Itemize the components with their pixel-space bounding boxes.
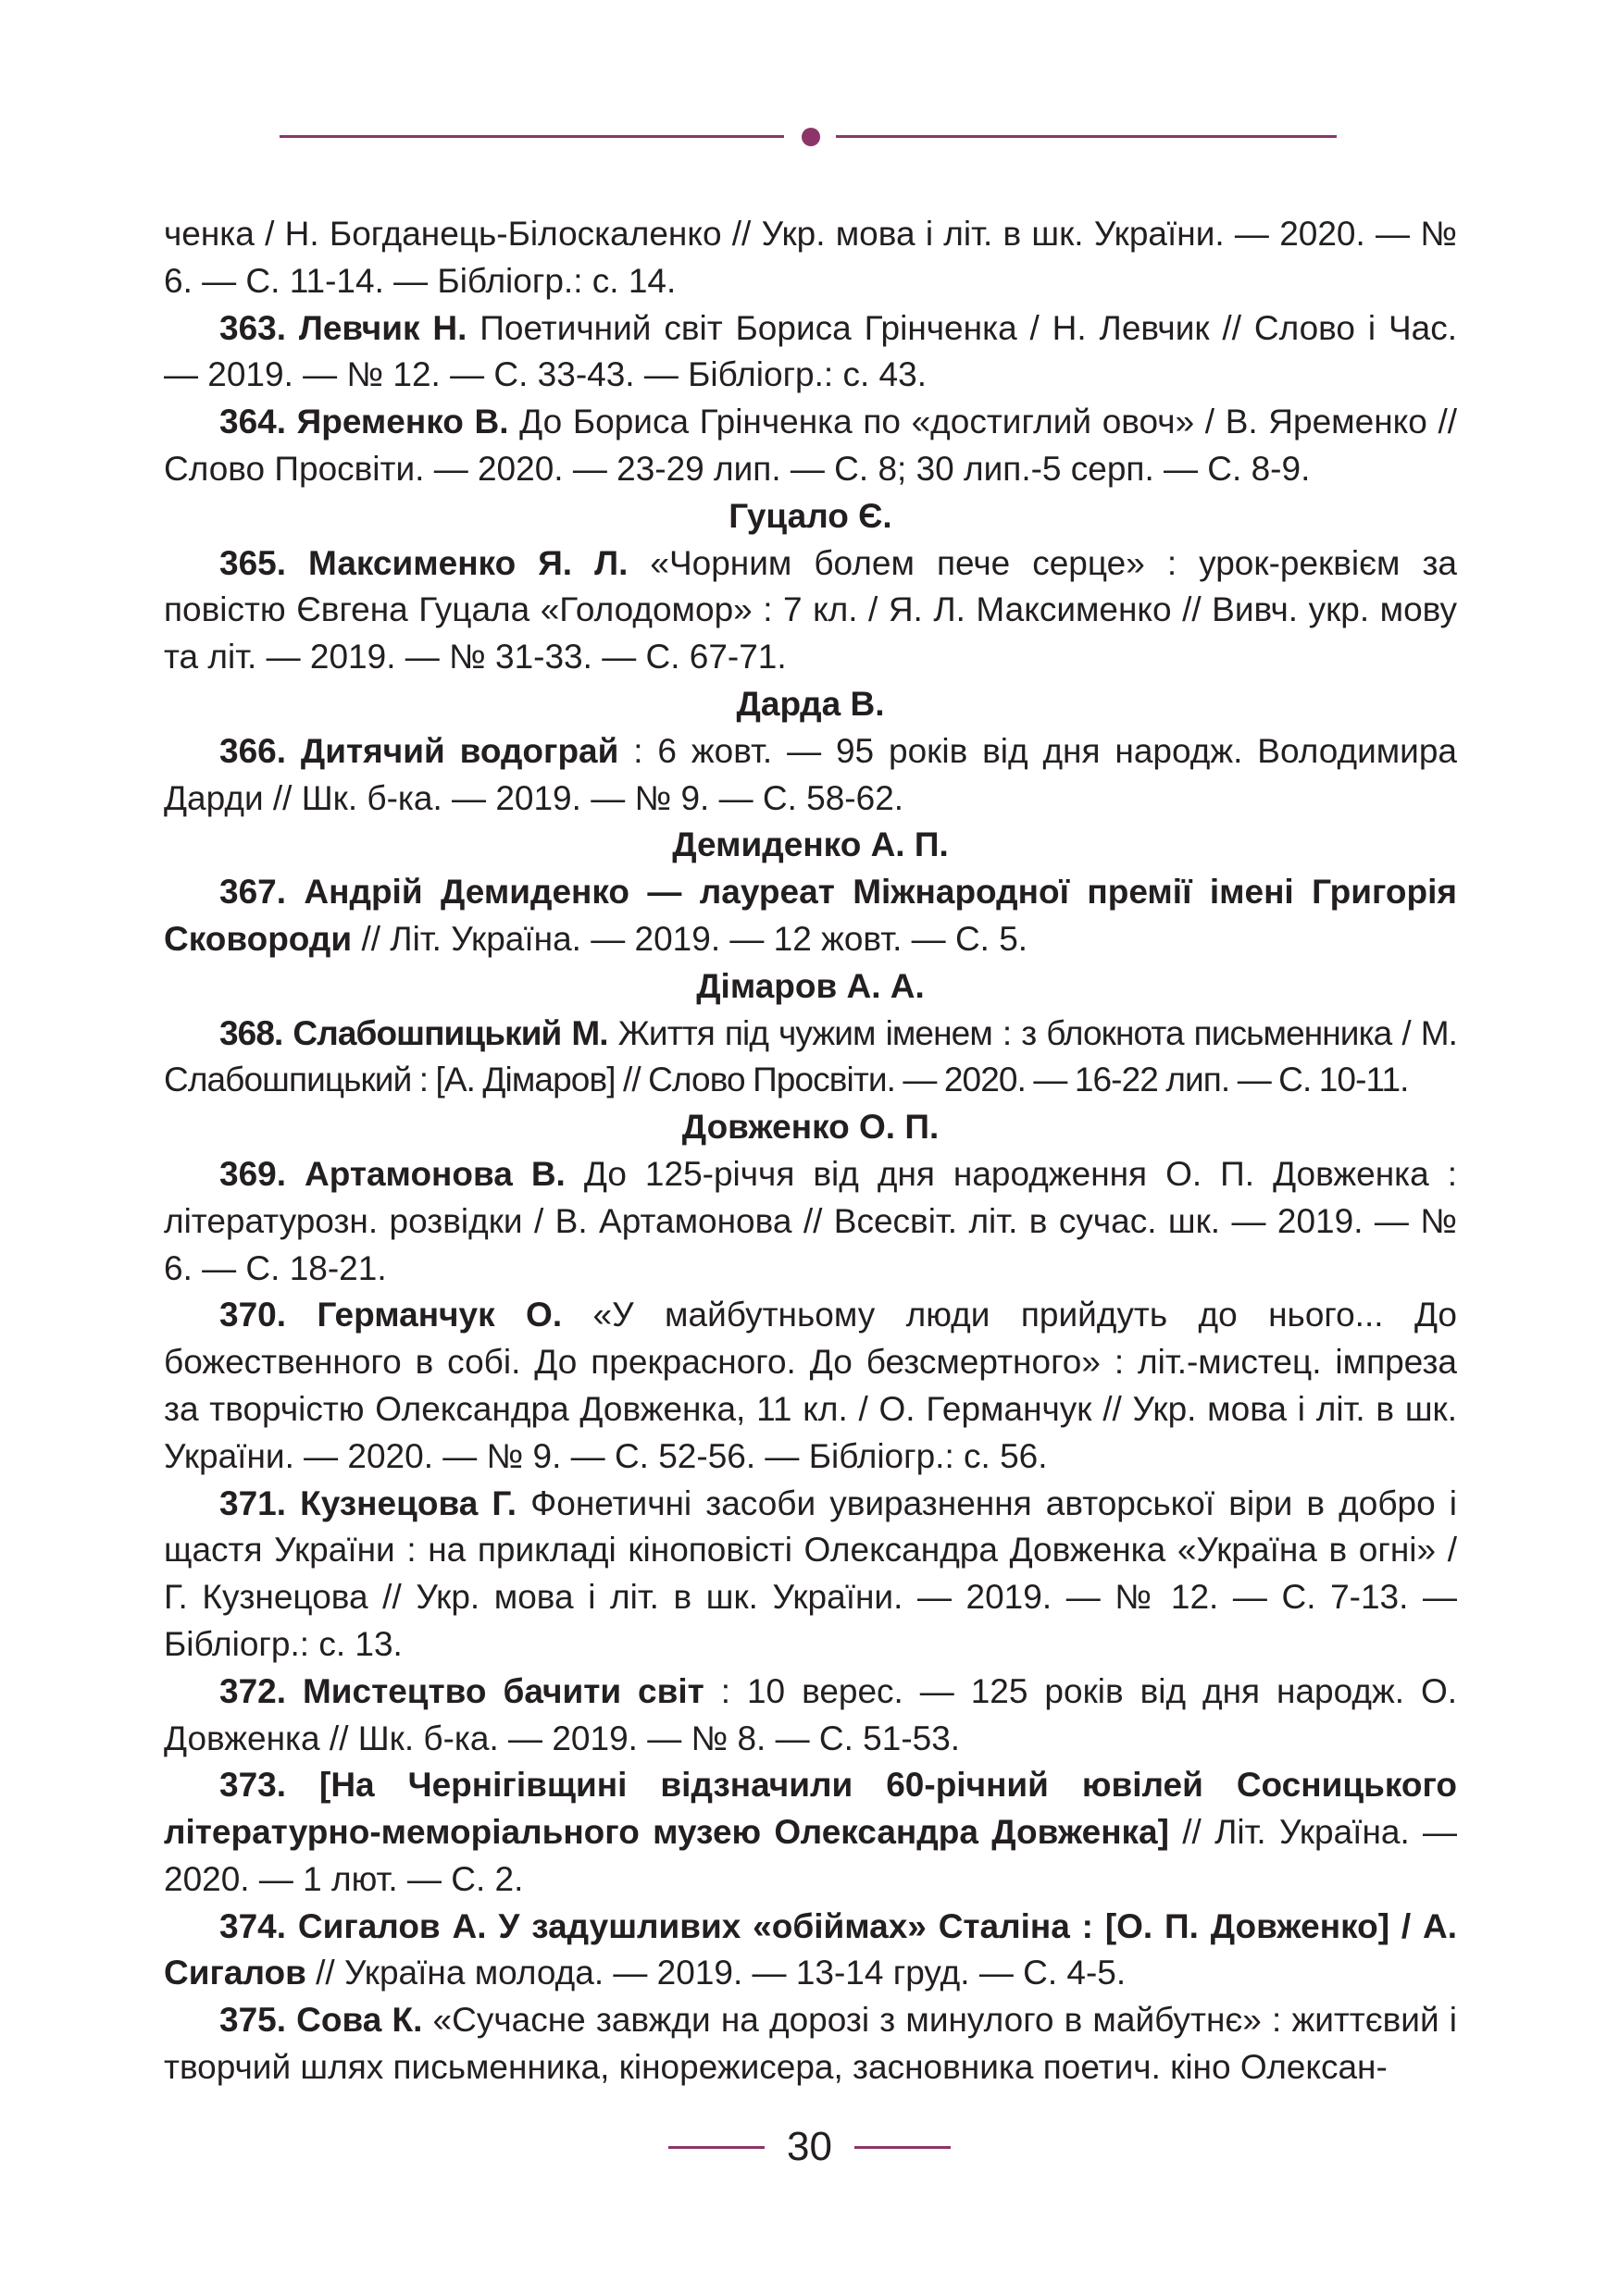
ornament-line-left [280, 135, 784, 138]
entry-author: 375. Сова К. [219, 2001, 423, 2040]
entry-text: Життя під чужим іменем : з блокнота письменника / М. Слабошпицький : [А. Дімаров] // Слово Просвіти. — 2020. — 16-22 лип. — С. 10-11. [164, 1013, 1458, 1099]
entry-text: Фонетичні засоби увиразнення авторської віри в добро і щастя України : на прикладі кіноповісті Олександра Довженка «Україна в огні» / Г. Кузнецова // Укр. мова і літ. в шк. України. — 2019. — № 12. — С. 7-13. — Бібліогр.: с. 13. [164, 1483, 1458, 1663]
entry-text: : 10 верес. — 125 років від дня народж. О. Довженка // Шк. б-ка. — 2019. — № 8. — С. 51-53. [164, 1671, 1458, 1757]
entry-author: 368. Слабошпицький М. [219, 1013, 608, 1052]
section-heading: Гуцало Є. [729, 496, 892, 535]
bibliography-entry-371 [164, 1481, 1457, 1669]
entry-text: До Бориса Грінченка по «достиглий овоч» / В. Яременко // Слово Просвіти. — 2020. — 23-29 лип. — С. 8; 30 лип.-5 серп. — С. 8-9. [164, 403, 1458, 488]
entry-author: 371. Кузнецова Г. [219, 1483, 517, 1522]
entry-author: 370. Германчук О. [219, 1296, 563, 1334]
section-heading: Довженко О. П. [681, 1108, 940, 1147]
entry-text: : 6 жовт. — 95 років від дня народж. Володимира Дарди // Шк. б-ка. — 2019. — № 9. — С. 58-62. [164, 731, 1457, 817]
bibliography-content [164, 211, 1457, 2091]
entry-continuation: ченка / Н. Богданець-Білоскаленко // Укр. мова і літ. в шк. України. — 2020. — № 6. — С. 11-14. — Бібліогр.: с. 14. [164, 215, 1457, 300]
bibliography-entry-373 [164, 1762, 1457, 1903]
entry-author: 374. Сигалов А. У задушливих «обіймах» Сталіна : [О. П. Довженко] / А. Сигалов [164, 1906, 1457, 1992]
ornament-dot [802, 128, 820, 146]
top-ornament [280, 128, 1337, 146]
section-heading: Дарда В. [736, 684, 885, 723]
bibliography-entry-372 [164, 1669, 1457, 1763]
section-heading: Демиденко А. П. [672, 825, 949, 864]
entry-author: 363. Левчик Н. [219, 308, 467, 347]
entry-title: 373. [На Чернігівщині відзначили 60-річний ювілей Сосницького літературно-меморіального музею Олександра Довженка] [164, 1766, 1457, 1852]
entry-text: Поетичний світ Бориса Грінченка / Н. Левчик // Слово і Час. — 2019. — № 12. — С. 33-43. — Бібліогр.: с. 43. [164, 308, 1457, 394]
entry-text: // Літ. Україна. — 2020. — 1 лют. — С. 2. [164, 1813, 1458, 1898]
bibliography-entry-370 [164, 1292, 1457, 1480]
footer-line-left [668, 2146, 765, 2149]
bibliography-entry-363 [164, 305, 1457, 400]
bibliography-entry-369 [164, 1151, 1457, 1292]
page-number: 30 [787, 2124, 832, 2169]
entry-author: 369. Артамонова В. [219, 1154, 566, 1193]
entry-text: // Літ. Україна. — 2019. — 12 жовт. — С. 5. [352, 919, 1028, 958]
bibliography-entry-364 [164, 399, 1457, 493]
entry-text: «У майбутньому люди прийдуть до нього... До божественного в собі. До прекрасного. До безсмертного» : літ.-мистец. імпреза за творчістю Олександра Довженка, 11 кл. / О. Германчук // Укр. мова і літ. в шк. України. — 2020. — № 9. — С. 52-56. — Бібліогр.: с. 56. [164, 1296, 1457, 1475]
bibliography-entry-367 [164, 869, 1457, 963]
entry-title: 367. Андрій Демиденко — лауреат Міжнародної премії імені Григорія Сковороди [164, 873, 1457, 958]
bibliography-entry-374 [164, 1904, 1457, 1998]
bibliography-entry-368 [164, 1011, 1457, 1105]
ornament-line-right [836, 135, 1337, 138]
entry-text: // Україна молода. — 2019. — 13-14 груд. — С. 4-5. [305, 1954, 1127, 1992]
entry-text: До 125-річчя від дня народження О. П. Довженка : літературозн. розвідки / В. Артамонова // Всесвіт. літ. в сучас. шк. — 2019. — № 6. — С. 18-21. [164, 1154, 1457, 1287]
section-heading: Дімаров А. А. [696, 966, 925, 1005]
footer-line-right [854, 2146, 951, 2149]
entry-title: 372. Мистецтво бачити світ [219, 1671, 704, 1710]
entry-text: «Сучасне завжди на дорозі з минулого в майбутнє» : життєвий і творчий шлях письменника, кінорежисера, засновника поетич. кіно Олексан- [164, 2001, 1458, 2087]
entry-author: 365. Максименко Я. Л. [219, 543, 629, 582]
bibliography-entry-365 [164, 540, 1457, 681]
entry-title: 366. Дитячий водограй [219, 731, 619, 770]
bibliography-entry-366 [164, 728, 1457, 823]
bibliography-entry-375 [164, 1997, 1457, 2091]
entry-author: 364. Яременко В. [219, 403, 509, 441]
page-footer [668, 2123, 951, 2171]
entry-text: «Чорним болем пече серце» : урок-реквієм за повістю Євгена Гуцала «Голодомор» : 7 кл. / Я. Л. Максименко // Вивч. укр. мову та літ. — 2019. — № 31-33. — С. 67-71. [164, 543, 1457, 676]
